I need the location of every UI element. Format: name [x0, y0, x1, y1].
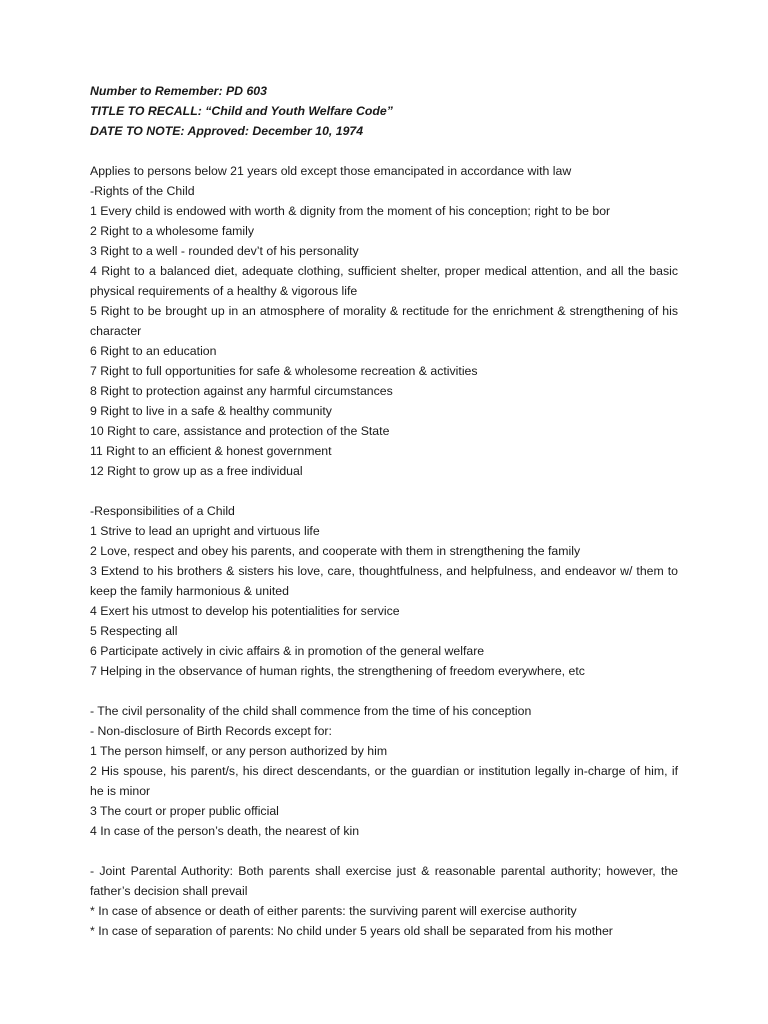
list-item: 11 Right to an efficient & honest government: [90, 444, 332, 458]
list-item: 6 Participate actively in civic affairs & in promotion of the general welfare: [90, 644, 485, 658]
list-item: 3 The court or proper public official: [90, 804, 279, 818]
list-item: 12 Right to grow up as a free individual: [90, 464, 303, 478]
birth-records-heading: - Non-disclosure of Birth Records except for:: [90, 724, 332, 738]
bullet-item: * In case of separation of parents: No child under 5 years old shall be separated from his mother: [90, 924, 613, 938]
list-item: 2 Right to a wholesome family: [90, 224, 255, 238]
civil-personality-note: - The civil personality of the child shall commence from the time of his conception: [90, 704, 532, 718]
joint-parental-authority: - Joint Parental Authority: Both parents shall exercise just & reasonable parental authority; however, the father’s decision shall prevail: [90, 864, 678, 898]
date-to-note: DATE TO NOTE: Approved: December 10, 1974: [90, 124, 364, 138]
responsibilities-section: [90, 501, 678, 681]
list-item: 7 Helping in the observance of human rights, the strengthening of freedom everywhere, etc: [90, 664, 585, 678]
list-item: 8 Right to protection against any harmful circumstances: [90, 384, 393, 398]
header-block: [90, 81, 678, 141]
parental-authority-section: [90, 861, 678, 941]
rights-section: [90, 161, 678, 481]
list-item: 10 Right to care, assistance and protection of the State: [90, 424, 390, 438]
document-body: [90, 81, 678, 941]
list-item: 2 His spouse, his parent/s, his direct descendants, or the guardian or institution legally in-charge of him, if he is minor: [90, 764, 678, 798]
list-item: 5 Right to be brought up in an atmosphere of morality & rectitude for the enrichment & strengthening of his character: [90, 304, 678, 338]
list-item: 4 Exert his utmost to develop his potentialities for service: [90, 604, 400, 618]
list-item: 7 Right to full opportunities for safe & wholesome recreation & activities: [90, 364, 478, 378]
list-item: 1 The person himself, or any person authorized by him: [90, 744, 388, 758]
list-item: 3 Extend to his brothers & sisters his love, care, thoughtfulness, and helpfulness, and endeavor w/ them to keep the family harmonious & united: [90, 564, 678, 598]
spacer: [90, 481, 678, 501]
responsibilities-heading: -Responsibilities of a Child: [90, 504, 235, 518]
spacer: [90, 841, 678, 861]
list-item: 4 In case of the person’s death, the nearest of kin: [90, 824, 360, 838]
bullet-item: * In case of absence or death of either parents: the surviving parent will exercise authority: [90, 904, 577, 918]
number-to-remember: Number to Remember: PD 603: [90, 84, 267, 98]
birth-records-section: [90, 701, 678, 841]
spacer: [90, 681, 678, 701]
applies-intro: Applies to persons below 21 years old except those emancipated in accordance with law: [90, 164, 572, 178]
title-to-recall: TITLE TO RECALL: “Child and Youth Welfare Code”: [90, 104, 393, 118]
list-item: 2 Love, respect and obey his parents, and cooperate with them in strengthening the family: [90, 544, 581, 558]
list-item: 3 Right to a well - rounded dev’t of his personality: [90, 244, 359, 258]
list-item: 4 Right to a balanced diet, adequate clothing, sufficient shelter, proper medical attention, and all the basic physical requirements of a healthy & vigorous life: [90, 264, 678, 298]
list-item: 1 Every child is endowed with worth & dignity from the moment of his conception; right to be bor: [90, 204, 611, 218]
list-item: 6 Right to an education: [90, 344, 217, 358]
spacer: [90, 141, 678, 161]
rights-heading: -Rights of the Child: [90, 184, 195, 198]
list-item: 1 Strive to lead an upright and virtuous life: [90, 524, 320, 538]
list-item: 9 Right to live in a safe & healthy community: [90, 404, 332, 418]
list-item: 5 Respecting all: [90, 624, 178, 638]
